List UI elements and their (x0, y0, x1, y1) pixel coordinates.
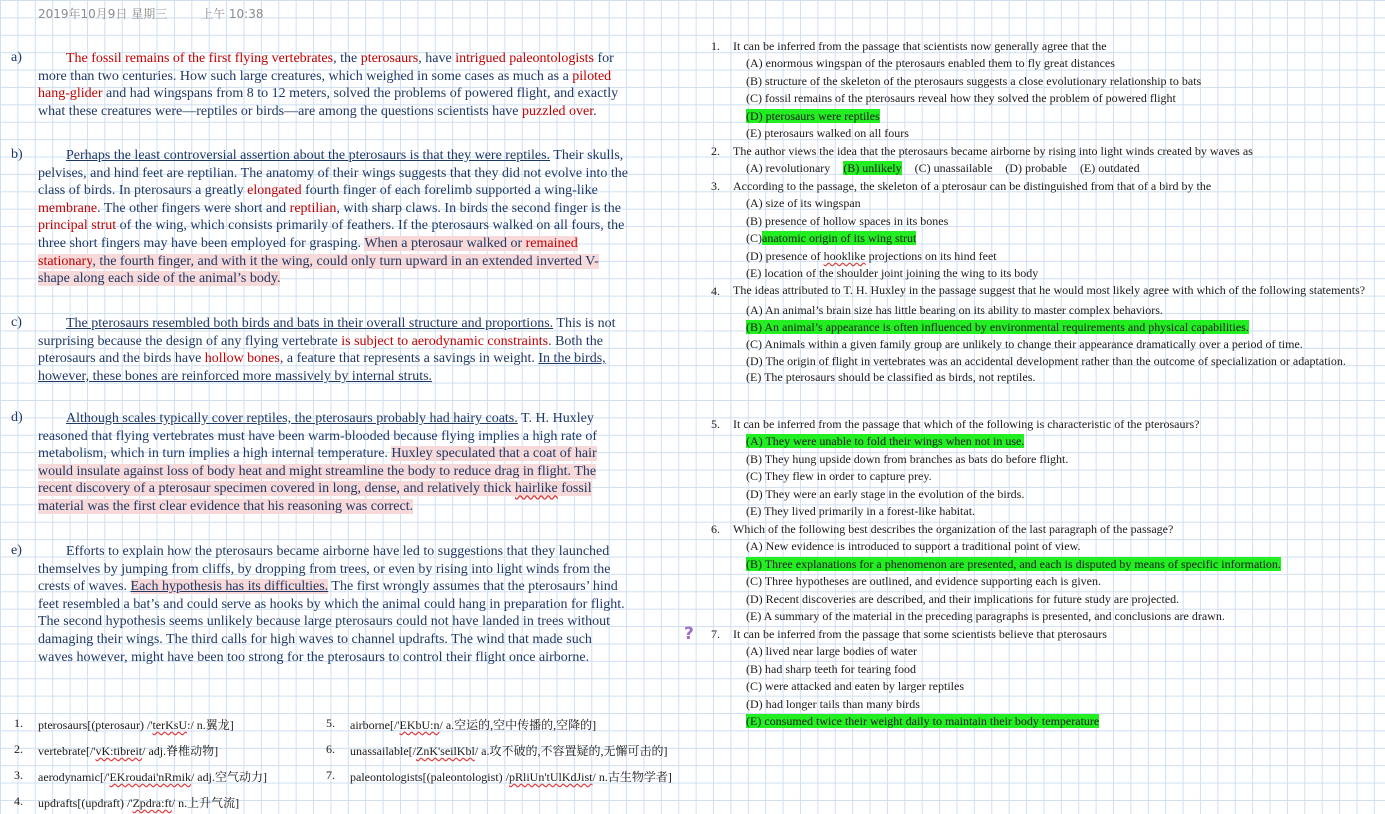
text: EKbU:n (399, 718, 440, 732)
option: (B) had sharp teeth for tearing food (746, 661, 916, 676)
text: paleontologists[(paleontologist) / (350, 770, 509, 784)
question-1 (711, 38, 1376, 142)
vocab-number: 1. (14, 716, 23, 730)
option-answer: (B) unlikely (843, 161, 902, 176)
option: (A) An animal’s brain size has little bearing on its ability to master complex behaviors. (746, 302, 1163, 317)
question-stem: It can be inferred from the passage that scientists now generally agree that the (733, 39, 1107, 53)
vocab-item (326, 716, 597, 733)
option: (E) A summary of the material in the preceding paragraphs is presented, and conclusions are drawn. (746, 609, 1225, 624)
text: / adj.空气动力] (190, 770, 267, 784)
text: , the (333, 51, 361, 66)
option-answer: (B) Three explanations for a phenomenon are presented, and each is disputed by means of specific information. (746, 556, 1281, 571)
question-mark-icon: ? (684, 624, 694, 644)
text: pRliUn'tUlKdJist (508, 770, 593, 784)
text: Each hypothesis has its difficulties. (130, 579, 329, 595)
question-stem: The author views the idea that the pterosaurs became airborne by rising into light winds created by waves as (733, 144, 1253, 158)
timestamp (38, 5, 294, 22)
vocab-number: 2. (14, 742, 23, 756)
option: (E) outdated (1079, 161, 1140, 176)
question-7 (711, 626, 1376, 730)
option: (C) unassailable (914, 161, 993, 176)
text: Huxley speculated that a coat of hair would insulate against loss of body heat and might streamline the body to reduce drag in flight. The recent discovery of a pterosaur specimen covered in long, dense, and relatively thick (38, 446, 597, 497)
text: terKsU (152, 718, 188, 732)
text: pterosaurs (360, 51, 419, 66)
vocab-item (326, 742, 668, 759)
timestamp-time: 上午 10:38 (201, 7, 264, 21)
paragraph-a (38, 50, 628, 120)
option-answer: (E) consumed twice their weight daily to maintain their body temperature (746, 714, 1100, 729)
option: (E) location of the shoulder joint joining the wing to its body (746, 266, 1039, 281)
question-stem: According to the passage, the skeleton of a pterosaur can be distinguished from that of a bird by the (733, 179, 1212, 193)
vocab-number: 7. (326, 768, 335, 782)
option: (A) size of its wingspan (746, 196, 861, 211)
vocab-number: 5. (326, 716, 335, 730)
text: / n.古生物学者] (592, 770, 672, 784)
text: hairlike (514, 481, 558, 497)
paragraph-d (38, 410, 628, 516)
option: (E) pterosaurs walked on all fours (746, 126, 909, 141)
text: vertebrate[/' (38, 744, 96, 758)
question-stem: The ideas attributed to T. H. Huxley in the passage suggest that he would most likely agree with which of the following statements? (733, 283, 1366, 297)
text: elongated (247, 183, 302, 199)
text: updrafts[(updraft) /' (38, 796, 133, 810)
text: :/ n.翼龙] (187, 718, 234, 732)
text: In the birds, however, these bones are reinforced more massively by internal struts. (38, 351, 606, 384)
paragraph-label-c: c) (11, 315, 22, 330)
question-number: 3. (711, 179, 720, 193)
option: (B) structure of the skeleton of the pterosaurs suggests a close evolutionary relationship to bats (746, 73, 1202, 88)
option: (A) enormous wingspan of the pterosaurs enabled them to fly great distances (746, 56, 1115, 71)
text: fossil material was the first clear evidence that his reasoning was correct. (38, 481, 592, 514)
text: . Both the pterosaurs and the birds have (38, 333, 603, 367)
text: , a feature that represents a savings in weight. (279, 351, 539, 367)
text: airborne[/' (350, 718, 400, 732)
text: , have (418, 51, 456, 66)
text: pterosaurs[(pterosaur) /' (38, 718, 153, 732)
vocab-item (14, 716, 234, 733)
paragraph-label-d: d) (11, 410, 23, 425)
text: of the wing, which consists primarily of feathers. If the pterosaurs walked on all fours, the three short fingers may have been employed for grasping. (38, 218, 625, 251)
question-stem: It can be inferred from the passage that which of the following is characteristic of the pterosaurs? (733, 417, 1200, 431)
option: (C) fossil remains of the pterosaurs reveal how they solved the problem of powered flight (746, 91, 1176, 106)
text: hooklike (823, 248, 866, 263)
text: / n.上升气流] (171, 796, 240, 810)
paragraph-b (38, 147, 628, 288)
text: / adj.脊椎动物] (142, 744, 219, 758)
option: (C) Animals within a given family group are unlikely to change their appearance dramatically over a period of time. (746, 337, 1303, 352)
option: (C) were attacked and eaten by larger reptiles (746, 679, 965, 694)
option: (A) lived near large bodies of water (746, 644, 918, 659)
text: The pterosaurs resembled both birds and bats in their overall structure and proportions. (66, 316, 554, 331)
option: (B) They hung upside down from branches as bats do before flight. (746, 451, 1069, 466)
text: . The other fingers were short and (97, 200, 290, 216)
question-number: 6. (711, 522, 720, 536)
text: Although scales typically cover reptiles, the pterosaurs probably had hairy coats. (66, 411, 518, 426)
text: When a pterosaur walked or (364, 235, 526, 251)
text: Efforts to explain how the pterosaurs became airborne have led to suggestions that they launched themselves by jumping from cliffs, by dropping from trees, or even by rising into light winds from the crests of waves. (38, 544, 611, 595)
text: and had wingspans from 8 to 12 meters, solved the problems of powered flight, and exactly what these creatures were—reptiles or birds—are among the questions scientists have (38, 86, 619, 119)
option: (A) revolutionary (746, 161, 831, 176)
question-number: 5. (711, 417, 720, 431)
option: (B) presence of hollow spaces in its bones (746, 213, 949, 228)
vocab-item (14, 742, 219, 759)
text: puzzled over (522, 103, 594, 119)
vocab-number: 6. (326, 742, 335, 756)
text: remained stationary (38, 235, 578, 269)
option: (E) They lived primarily in a forest-like habitat. (746, 504, 976, 519)
question-2 (711, 143, 1376, 178)
option: (D) probable (1005, 161, 1067, 176)
text: unassailable[/ (350, 744, 416, 758)
option: (C) Three hypotheses are outlined, and evidence supporting each is given. (746, 574, 1102, 589)
text: Zpdra:ft (132, 796, 172, 810)
text: The first wrongly assumes that the pterosaurs’ hind feet resembled a bat’s and could serve as hooks by which the animal could hang in preparation for flight. The second hypothesis seems unlikely because large pterosaurs could not have landed in trees without damaging their wings. The third calls for high waves to channel updrafts. The wind that made such waves however, might have been too strong for the pterosaurs to control their flight once airborne. (38, 579, 625, 665)
option: (D) The origin of flight in vertebrates was an accidental development rather than the outcome of specialization or adaptation. (746, 353, 1346, 368)
option-answer: (D) pterosaurs were reptiles (746, 108, 880, 123)
option: (C) They flew in order to capture prey. (746, 469, 932, 484)
question-number: 7. (711, 627, 720, 641)
option-answer: (A) They were unable to fold their wings when not in use. (746, 434, 1025, 449)
option: (D) had longer tails than many birds (746, 696, 920, 711)
text: projections on its hind feet (865, 248, 997, 263)
question-3 (711, 178, 1376, 282)
text: principal strut (38, 218, 117, 234)
question-4 (711, 283, 1376, 387)
text: EKroudai'nRmik (109, 770, 191, 784)
paragraph-c (38, 315, 628, 385)
question-5 (711, 416, 1376, 520)
paragraph-e (38, 543, 628, 666)
option-answer: (B) An animal’s appearance is often influenced by environmental requirements and physical capabilities. (746, 319, 1249, 334)
option: (D) Recent discoveries are described, and their implications for future study are projected. (746, 591, 1180, 606)
vocab-number: 3. (14, 768, 23, 782)
text: / a.攻不破的,不容置疑的,无懈可击的] (474, 744, 668, 758)
text: for more than two centuries. How such large creatures, which weighed in some cases as much as a (38, 51, 614, 84)
option-answer: anatomic origin of its wing strut (762, 231, 917, 246)
text: intrigued paleontologists (455, 51, 595, 66)
text: vK:tibreit (95, 744, 143, 758)
text: Their skulls, pelvises, and hind feet are reptilian. The anatomy of their wings suggests that they did not evolve into the class of birds. In pterosaurs a greatly (38, 148, 628, 199)
text: This is not surprising because the design of any flying vertebrate (38, 316, 616, 349)
vocab-item (326, 768, 672, 785)
text: aerodynamic[/' (38, 770, 110, 784)
vocab-item (14, 768, 267, 785)
vocab-number: 4. (14, 794, 23, 808)
question-stem: It can be inferred from the passage that some scientists believe that pterosaurs (733, 627, 1107, 641)
text: , the fourth finger, and with it the wing, could only turn upward in an extended inverted V-shape along each side of the animal’s body. (38, 253, 599, 287)
question-6 (711, 521, 1376, 625)
question-number: 2. (711, 144, 720, 158)
text: reptilian (289, 200, 337, 216)
option: (D) They were an early stage in the evolution of the birds. (746, 486, 1025, 501)
text: is subject to aerodynamic constraints (341, 333, 549, 349)
text: hollow bones (204, 351, 280, 367)
timestamp-date: 2019年10月9日 星期三 (38, 7, 168, 21)
paragraph-label-a: a) (11, 50, 22, 65)
text: , with sharp claws. In birds the second finger is the (336, 200, 621, 216)
text: (D) presence of (746, 248, 824, 263)
text: fourth finger of each forelimb supported a wing-like (301, 183, 598, 199)
text: T. H. Huxley reasoned that flying vertebrates must have been warm-blooded because flying implies a high rate of metabolism, which in turn implies a high internal temperature. (38, 411, 598, 462)
option: (A) New evidence is introduced to support a traditional point of view. (746, 539, 1081, 554)
text: Perhaps the least controversial assertion about the pterosaurs is that they were reptiles. (66, 148, 551, 163)
text: ZnK'seilKbl (415, 744, 475, 758)
question-stem: Which of the following best describes the organization of the last paragraph of the passage? (733, 522, 1174, 536)
option: (E) The pterosaurs should be classified as birds, not reptiles. (746, 370, 1036, 385)
question-number: 4. (711, 284, 720, 298)
question-number: 1. (711, 39, 720, 53)
text: . (593, 103, 597, 119)
text: membrane (38, 200, 98, 216)
option-letter: (C) (746, 231, 762, 246)
vocab-item (14, 794, 240, 811)
text: The fossil remains of the first flying vertebrates (66, 51, 334, 66)
paragraph-label-e: e) (11, 543, 22, 558)
paragraph-label-b: b) (11, 147, 23, 162)
text: / a.空运的,空中传播的,空降的] (439, 718, 597, 732)
text: piloted hang-glider (38, 68, 612, 102)
